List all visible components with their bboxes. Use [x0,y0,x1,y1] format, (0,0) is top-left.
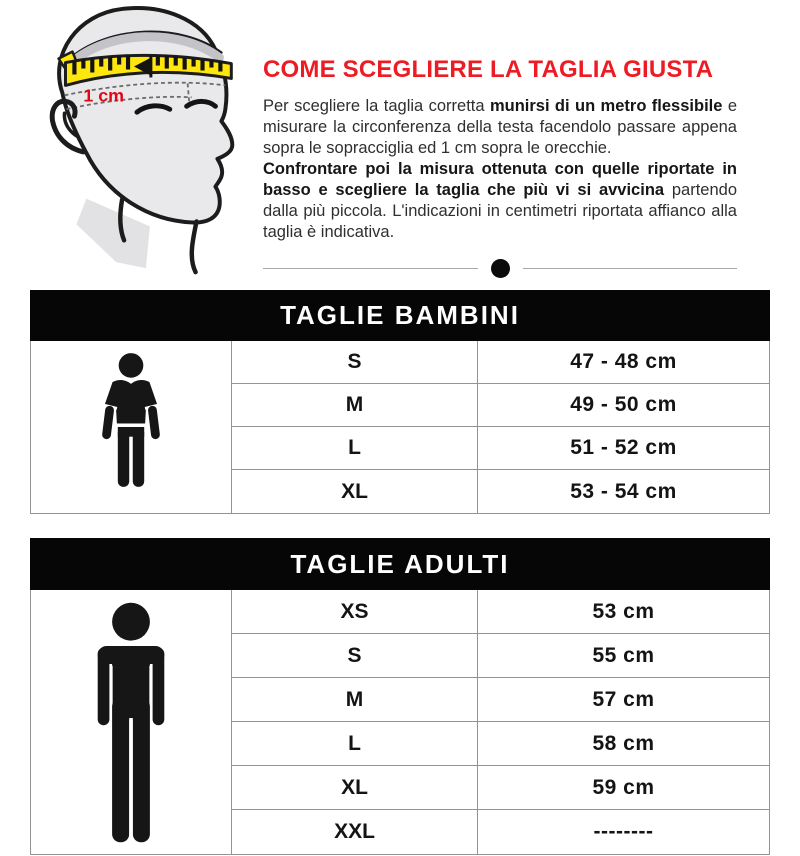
head-measurement-illustration [20,0,252,290]
divider-line-left [263,268,478,269]
head-with-tape-icon [20,2,250,284]
table-row [232,384,769,427]
table-row [232,810,769,854]
value-cell: 58 cm [592,731,655,755]
divider-line-right [523,268,738,269]
size-table-bambini [30,290,770,514]
size-cell: XL [232,766,478,809]
size-cell: XXL [232,810,478,854]
value-cell: 49 - 50 cm [570,393,677,416]
value-cell: 47 - 48 cm [570,350,677,373]
table-row [232,341,769,384]
size-table-adulti [30,538,770,855]
intro-text-block [263,0,737,290]
table-row [232,590,769,634]
table-row [232,634,769,678]
size-cell: M [232,384,478,426]
one-cm-label: 1 cm [83,85,125,106]
intro-section [0,0,800,290]
table-row [232,722,769,766]
size-cell: XL [232,470,478,513]
page-title: COME SCEGLIERE LA TAGLIA GIUSTA [263,56,714,83]
table-row [232,427,769,470]
size-cell: S [232,634,478,677]
intro-paragraph-2: Confrontare poi la misura ottenuta con quelle riportate in basso e scegliere la taglia che più vi si avvicina partendo dalla più piccola. L'indicazioni in centimetri riportata affianco alla taglia è indicativa. [263,160,737,241]
size-cell: M [232,678,478,721]
table-row [232,470,769,513]
divider-dot-icon [491,259,510,278]
child-figure-icon [31,341,232,513]
table-row [232,678,769,722]
intro-paragraph-1: Per scegliere la taglia corretta munirsi di un metro flessibile e misurare la circonferenza della testa facendolo passare appena sopra le sopracciglia ed 1 cm sopra le orecchie. [263,97,737,157]
size-cell: L [232,722,478,765]
value-cell: 51 - 52 cm [570,436,677,459]
value-cell: 57 cm [592,687,655,711]
table-row [232,766,769,810]
value-cell: 53 cm [592,599,655,623]
value-cell: 59 cm [592,775,655,799]
size-cell: S [232,341,478,383]
table-title-adulti: TAGLIE ADULTI [30,538,770,590]
section-divider [263,259,737,278]
value-cell: 53 - 54 cm [570,479,677,503]
adult-figure-icon [31,590,232,854]
value-cell: 55 cm [592,643,655,667]
table-title-bambini: TAGLIE BAMBINI [30,290,770,341]
size-cell: L [232,427,478,469]
size-cell: XS [232,590,478,633]
value-cell: -------- [593,820,654,843]
